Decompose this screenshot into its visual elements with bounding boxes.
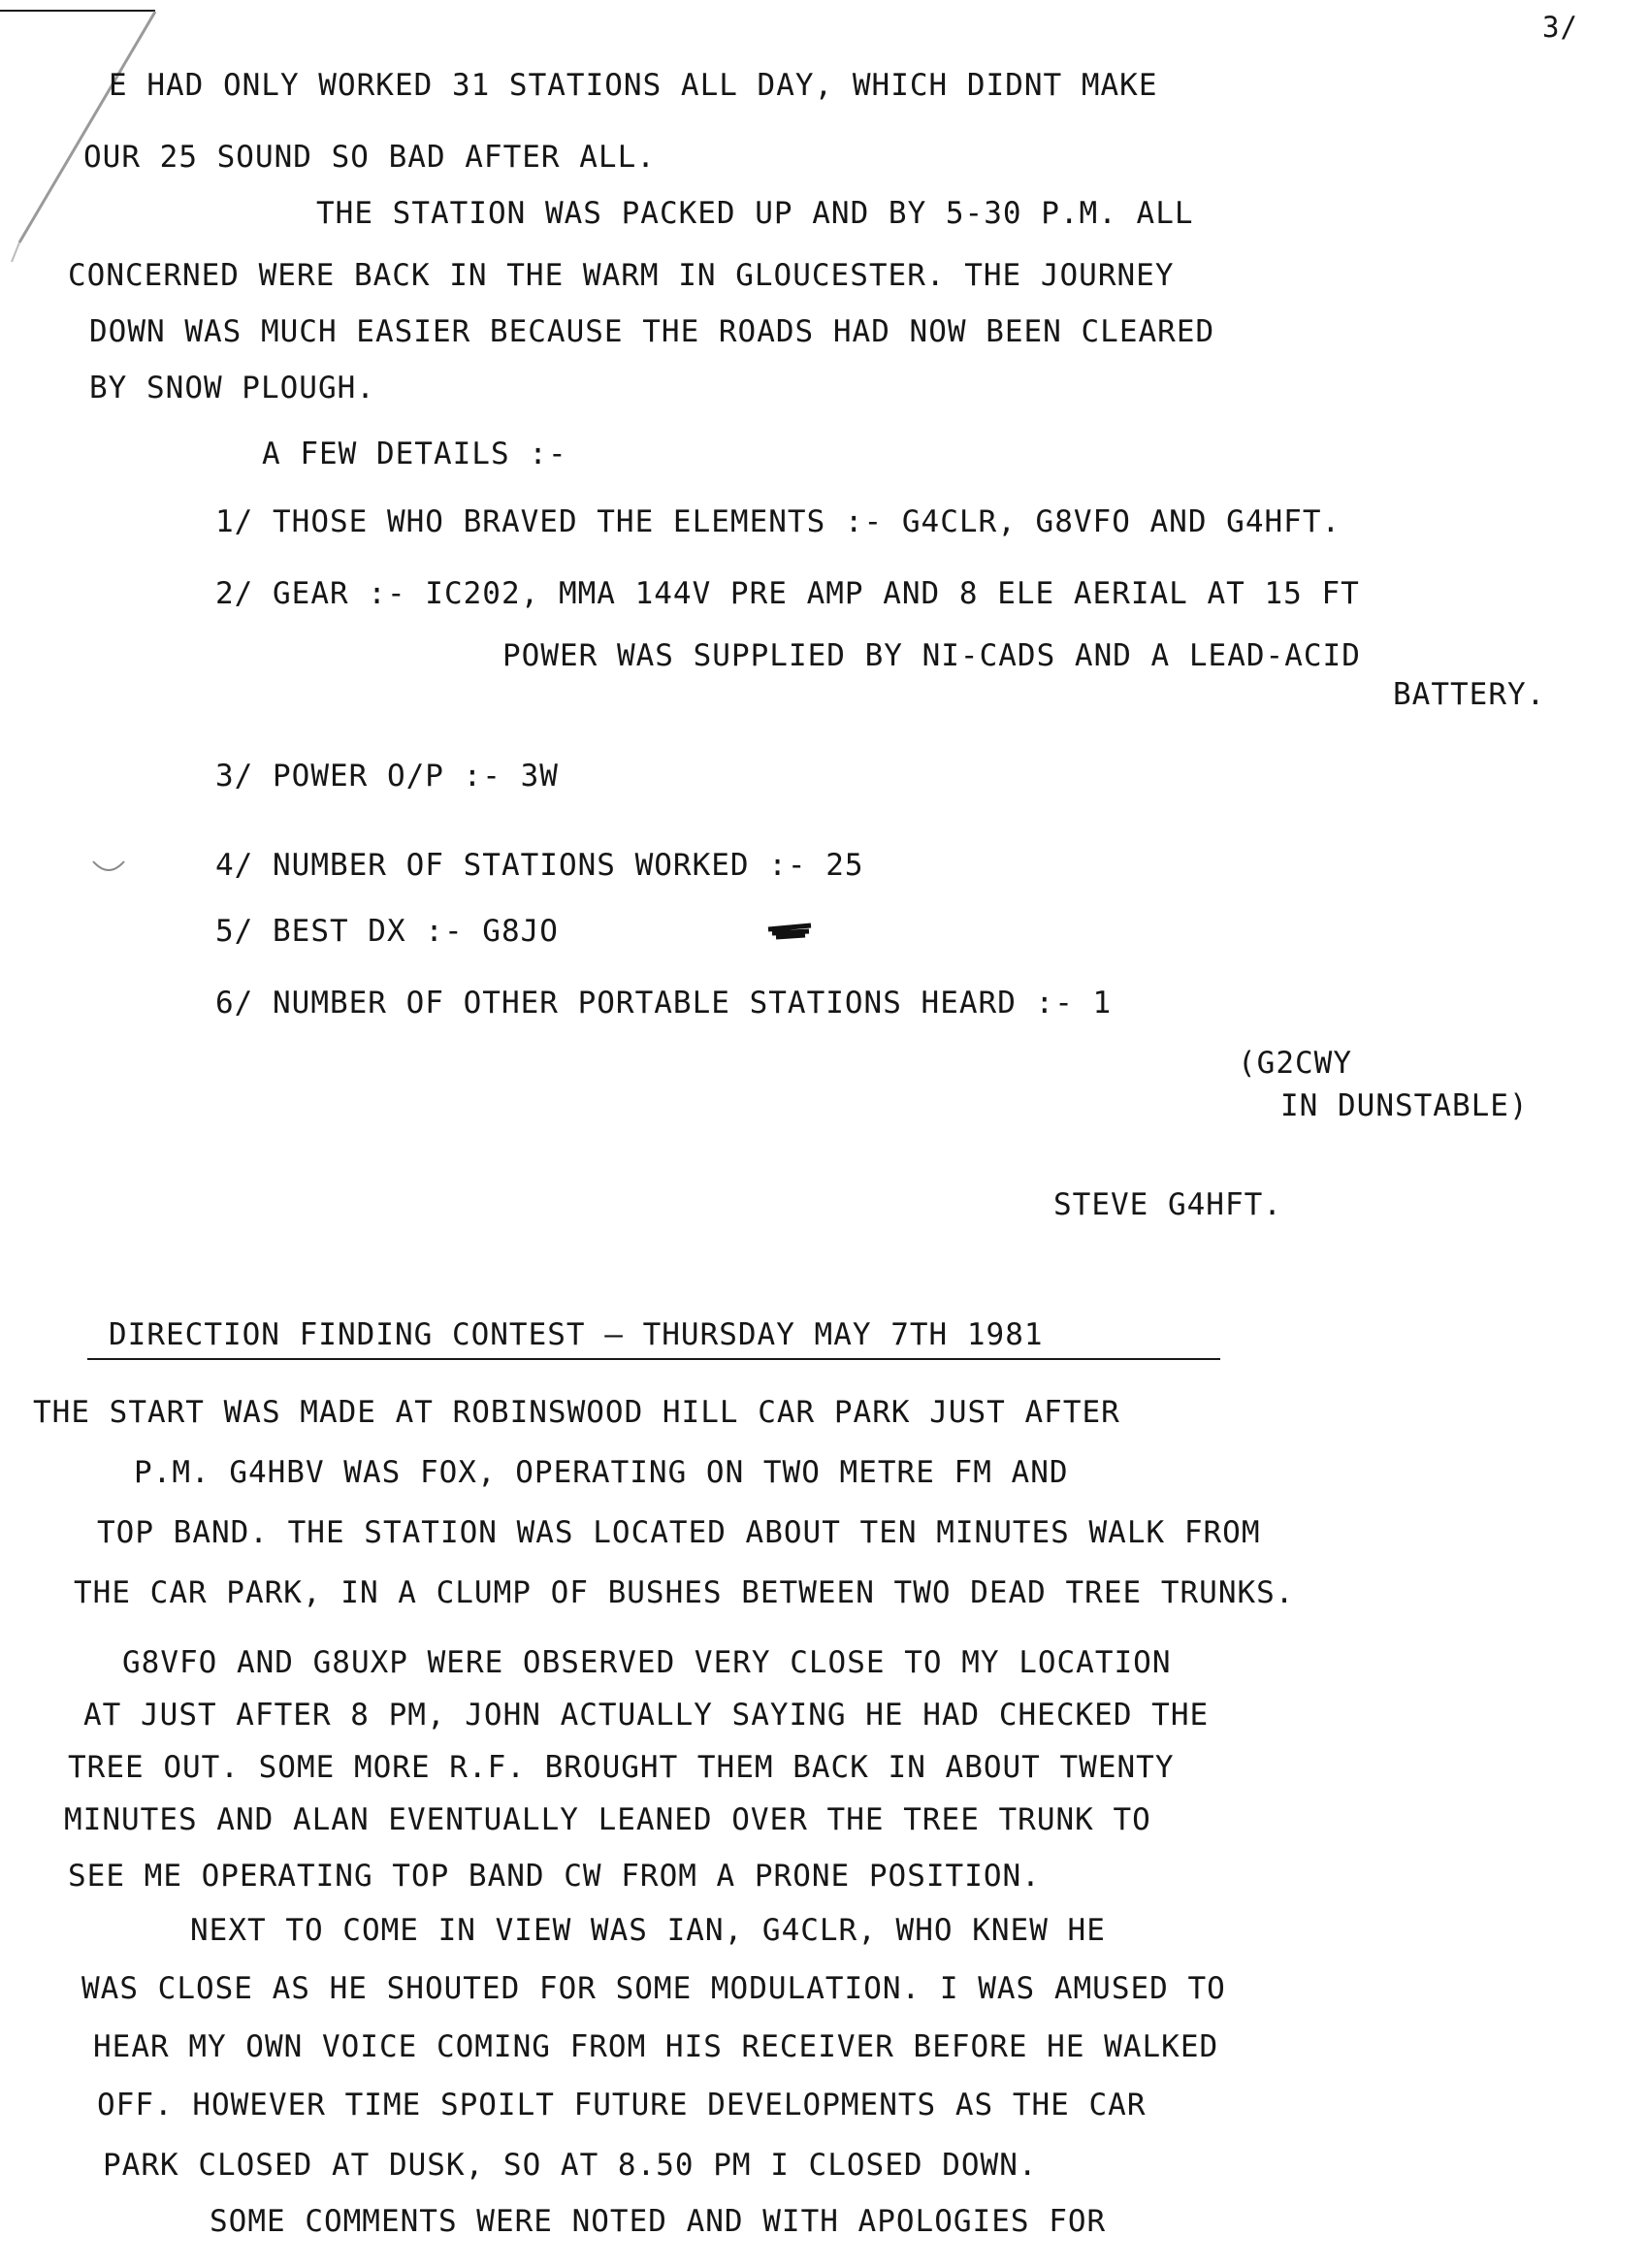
title-underline [87,1358,1220,1360]
contest-line: SEE ME OPERATING TOP BAND CW FROM A PRONE POSITION. [68,1859,1041,1894]
report-line: E HAD ONLY WORKED 31 STATIONS ALL DAY, WHICH DIDNT MAKE [109,68,1158,103]
contest-line: HEAR MY OWN VOICE COMING FROM HIS RECEIVER BEFORE HE WALKED [93,2029,1219,2064]
corner-fold-mark [0,0,165,272]
contest-line: THE START WAS MADE AT ROBINSWOOD HILL CAR PARK JUST AFTER [33,1395,1120,1430]
report-line: CONCERNED WERE BACK IN THE WARM IN GLOUCESTER. THE JOURNEY [68,258,1175,293]
report-line: OUR 25 SOUND SO BAD AFTER ALL. [83,140,656,175]
details-item: 3/ POWER O/P :- 3W [215,759,559,794]
details-item: (G2CWY [1238,1046,1352,1081]
report-line: BY SNOW PLOUGH. [89,371,375,405]
contest-line: TOP BAND. THE STATION WAS LOCATED ABOUT TEN MINUTES WALK FROM [97,1515,1261,1550]
details-item: 6/ NUMBER OF OTHER PORTABLE STATIONS HEARD :- 1 [215,986,1113,1021]
signature: STEVE G4HFT. [1053,1187,1282,1222]
contest-line: MINUTES AND ALAN EVENTUALLY LEANED OVER THE TREE TRUNK TO [64,1802,1151,1837]
details-item: 5/ BEST DX :- G8JO [215,914,559,949]
contest-line: P.M. G4HBV WAS FOX, OPERATING ON TWO METRE FM AND [134,1455,1069,1490]
details-item: 2/ GEAR :- IC202, MMA 144V PRE AMP AND 8 ELE AERIAL AT 15 FT [215,576,1360,611]
details-item: 4/ NUMBER OF STATIONS WORKED :- 25 [215,848,864,883]
contest-line: AT JUST AFTER 8 PM, JOHN ACTUALLY SAYING HE HAD CHECKED THE [83,1698,1210,1733]
details-item: POWER WAS SUPPLIED BY NI-CADS AND A LEAD-ACID [502,638,1361,673]
details-item: IN DUNSTABLE) [1280,1088,1529,1123]
details-item: BATTERY. [1393,677,1546,712]
contest-line: THE CAR PARK, IN A CLUMP OF BUSHES BETWEEN TWO DEAD TREE TRUNKS. [74,1575,1295,1610]
contest-line: PARK CLOSED AT DUSK, SO AT 8.50 PM I CLOSED DOWN. [103,2148,1038,2183]
page-number: 3/ [1542,11,1578,44]
punch-hole-mark [89,854,128,883]
details-item: 1/ THOSE WHO BRAVED THE ELEMENTS :- G4CLR, G8VFO AND G4HFT. [215,504,1342,539]
contest-line: SOME COMMENTS WERE NOTED AND WITH APOLOGIES FOR [210,2204,1107,2239]
details-heading: A FEW DETAILS :- [262,437,567,471]
contest-line: NEXT TO COME IN VIEW WAS IAN, G4CLR, WHO KNEW HE [190,1913,1106,1948]
contest-line: TREE OUT. SOME MORE R.F. BROUGHT THEM BACK IN ABOUT TWENTY [68,1750,1175,1785]
report-line: THE STATION WAS PACKED UP AND BY 5-30 P.M. ALL [316,196,1194,231]
report-line: DOWN WAS MUCH EASIER BECAUSE THE ROADS HAD NOW BEEN CLEARED [89,314,1215,349]
contest-title: DIRECTION FINDING CONTEST — THURSDAY MAY 7TH 1981 [109,1317,1044,1352]
scribble-mark [766,920,815,943]
contest-line: OFF. HOWEVER TIME SPOILT FUTURE DEVELOPMENTS AS THE CAR [97,2088,1147,2122]
contest-line: WAS CLOSE AS HE SHOUTED FOR SOME MODULATION. I WAS AMUSED TO [81,1971,1226,2006]
contest-line: G8VFO AND G8UXP WERE OBSERVED VERY CLOSE TO MY LOCATION [122,1645,1172,1680]
